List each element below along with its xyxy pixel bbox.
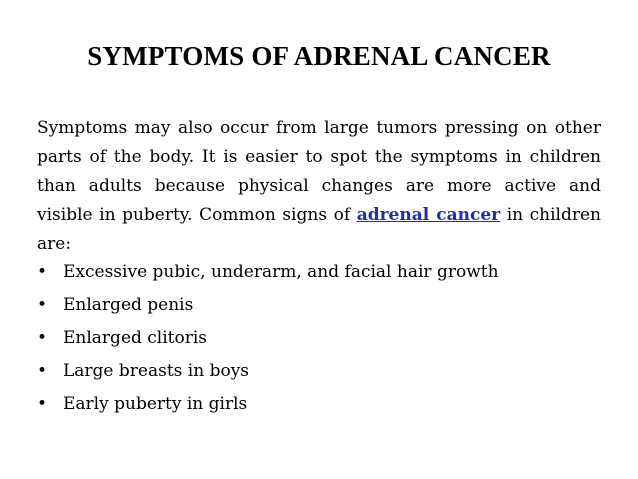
symptom-list <box>37 256 499 421</box>
paragraph-text-after-link: in children are: <box>37 205 601 254</box>
list-item-text: Excessive pubic, underarm, and facial hair growth <box>63 262 499 282</box>
list-item <box>37 289 499 322</box>
list-item <box>37 388 499 421</box>
list-item-text: Enlarged penis <box>63 295 194 315</box>
list-item-text: Early puberty in girls <box>63 394 248 414</box>
bullet-icon: • <box>37 295 48 315</box>
list-item <box>37 256 499 289</box>
slide-title: SYMPTOMS OF ADRENAL CANCER <box>87 41 551 71</box>
paragraph-text-before-link: Symptoms may also occur from large tumors pressing on other parts of the body. It is easier to spot the symptoms in children than adults because physical changes are more active and visible in puberty. Common signs of <box>37 118 601 225</box>
list-item <box>37 355 499 388</box>
list-item-text: Large breasts in boys <box>63 361 250 381</box>
bullet-icon: • <box>37 361 48 381</box>
list-item-text: Enlarged clitoris <box>63 328 208 348</box>
bullet-icon: • <box>37 394 48 414</box>
list-item <box>37 322 499 355</box>
bullet-icon: • <box>37 262 48 282</box>
adrenal-cancer-link[interactable]: adrenal cancer <box>356 205 501 225</box>
bullet-icon: • <box>37 328 48 348</box>
intro-paragraph <box>37 114 601 259</box>
